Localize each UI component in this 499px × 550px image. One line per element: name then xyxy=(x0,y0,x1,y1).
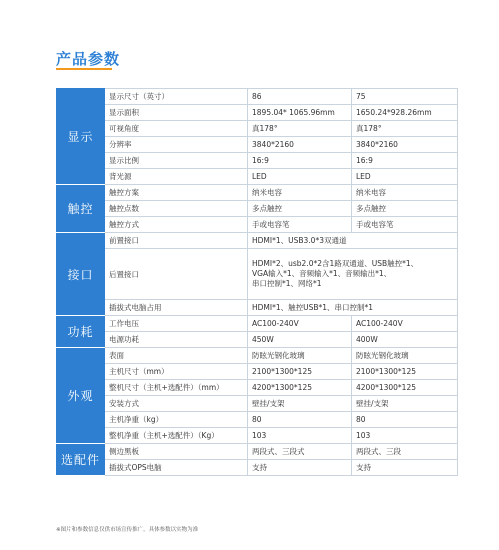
row-label: 显示尺寸（英寸） xyxy=(105,89,248,105)
row-label: 电源功耗 xyxy=(105,332,248,348)
value-86: 支持 xyxy=(248,460,352,476)
table-row xyxy=(57,201,458,217)
row-label: 主机净重（kg） xyxy=(105,412,248,428)
table-row xyxy=(57,153,458,169)
value-75: 2100*1300*125 xyxy=(352,364,458,380)
row-label: 触控方式 xyxy=(105,217,248,233)
section-ports: 接口 xyxy=(57,233,105,316)
value-86: 4200*1300*125 xyxy=(248,380,352,396)
value-86: 防眩光钢化玻璃 xyxy=(248,348,352,364)
value-86: 86 xyxy=(248,89,352,105)
value-86: 壁挂/支架 xyxy=(248,396,352,412)
value-86: 纳米电容 xyxy=(248,185,352,201)
title-underline xyxy=(56,68,112,70)
table-row xyxy=(57,412,458,428)
value-75: 壁挂/支架 xyxy=(352,396,458,412)
value-75: 手或电容笔 xyxy=(352,217,458,233)
footnote: ※图片和参数信息仅供市场宣传推广，具体参数以实物为准 xyxy=(56,527,199,533)
value-75: 4200*1300*125 xyxy=(352,380,458,396)
row-label: 工作电压 xyxy=(105,316,248,332)
row-label: 侧边黑板 xyxy=(105,444,248,460)
value-86: 2100*1300*125 xyxy=(248,364,352,380)
table-row xyxy=(57,364,458,380)
table-row xyxy=(57,217,458,233)
value-86: AC100-240V xyxy=(248,316,352,332)
value-75: 两段式、三段 xyxy=(352,444,458,460)
value-75: 80 xyxy=(352,412,458,428)
value-75: 103 xyxy=(352,428,458,444)
value-75: 75 xyxy=(352,89,458,105)
row-label: 主机尺寸（mm） xyxy=(105,364,248,380)
row-label: 后置接口 xyxy=(105,249,248,300)
rear-ports-line: VGA输入*1、音频输入*1、音频输出*1、 xyxy=(252,269,392,278)
value-86: 80 xyxy=(248,412,352,428)
table-row xyxy=(57,185,458,201)
table-row xyxy=(57,396,458,412)
value-75: 支持 xyxy=(352,460,458,476)
value-86: 450W xyxy=(248,332,352,348)
value-86: 多点触控 xyxy=(248,201,352,217)
value-86: 1895.04* 1065.96mm xyxy=(248,105,352,121)
value-86: 3840*2160 xyxy=(248,137,352,153)
row-label: 背光源 xyxy=(105,169,248,185)
row-label: 插拔式OPS电脑 xyxy=(105,460,248,476)
value-75: 1650.24*928.26mm xyxy=(352,105,458,121)
section-power: 功耗 xyxy=(57,316,105,348)
value-86: 两段式、三段式 xyxy=(248,444,352,460)
row-label: 表面 xyxy=(105,348,248,364)
row-label: 插拔式电脑占用 xyxy=(105,300,248,316)
value-86: 手或电容笔 xyxy=(248,217,352,233)
value-merged xyxy=(248,249,458,300)
table-row xyxy=(57,169,458,185)
value-75: 真178° xyxy=(352,121,458,137)
spec-table xyxy=(56,88,458,476)
value-75: 400W xyxy=(352,332,458,348)
table-row xyxy=(57,460,458,476)
section-accessories: 选配件 xyxy=(57,444,105,476)
row-label: 前置接口 xyxy=(105,233,248,249)
value-75: 纳米电容 xyxy=(352,185,458,201)
value-merged: HDMI*1、USB3.0*3双通道 xyxy=(248,233,458,249)
row-label: 触控点数 xyxy=(105,201,248,217)
table-row xyxy=(57,89,458,105)
row-label: 分辨率 xyxy=(105,137,248,153)
table-row xyxy=(57,105,458,121)
value-86: 103 xyxy=(248,428,352,444)
rear-ports-line: 串口控制*1、网络*1 xyxy=(252,279,322,288)
value-86: LED xyxy=(248,169,352,185)
value-75: 3840*2160 xyxy=(352,137,458,153)
value-86: 真178° xyxy=(248,121,352,137)
rear-ports-line: HDMI*2、usb2.0*2含1路双通道、USB触控*1、 xyxy=(252,259,419,268)
value-75: AC100-240V xyxy=(352,316,458,332)
table-row xyxy=(57,428,458,444)
row-label: 可视角度 xyxy=(105,121,248,137)
value-75: 防眩光钢化玻璃 xyxy=(352,348,458,364)
table-row xyxy=(57,348,458,364)
value-merged: HDMI*1、触控USB*1、串口控制*1 xyxy=(248,300,458,316)
value-75: 多点触控 xyxy=(352,201,458,217)
row-label: 显示面积 xyxy=(105,105,248,121)
table-row xyxy=(57,332,458,348)
table-row xyxy=(57,233,458,249)
table-row xyxy=(57,249,458,300)
table-row xyxy=(57,121,458,137)
section-appearance: 外观 xyxy=(57,348,105,444)
section-display: 显示 xyxy=(57,89,105,185)
table-row xyxy=(57,380,458,396)
row-label: 显示比例 xyxy=(105,153,248,169)
value-86: 16:9 xyxy=(248,153,352,169)
table-row xyxy=(57,444,458,460)
section-touch: 触控 xyxy=(57,185,105,233)
table-row xyxy=(57,137,458,153)
row-label: 整机尺寸（主机+选配件）（mm） xyxy=(105,380,248,396)
row-label: 触控方案 xyxy=(105,185,248,201)
row-label: 整机净重（主机+选配件）（Kg） xyxy=(105,428,248,444)
table-row xyxy=(57,316,458,332)
row-label: 安装方式 xyxy=(105,396,248,412)
value-75: 16:9 xyxy=(352,153,458,169)
value-75: LED xyxy=(352,169,458,185)
table-row xyxy=(57,300,458,316)
page-title: 产品参数 xyxy=(56,50,121,68)
